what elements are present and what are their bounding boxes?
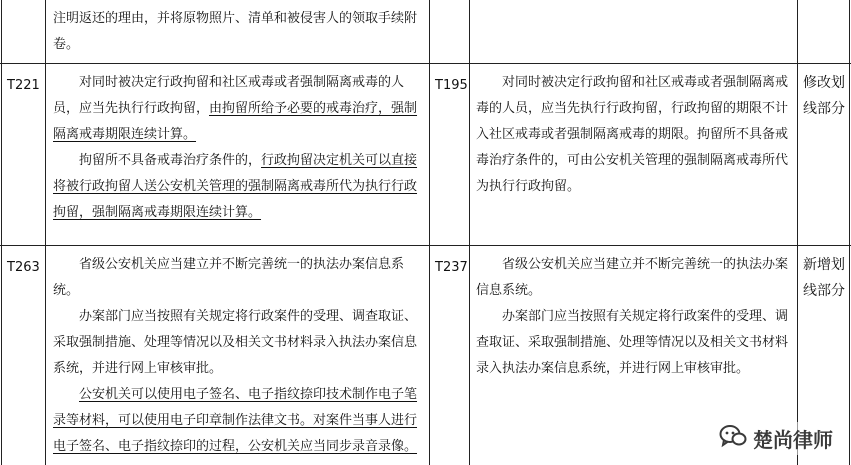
row-divider (0, 245, 851, 246)
underlined-text-segment: 由拘留所给予必要的戒毒治疗，强制隔离戒毒期限连续计算。 (53, 101, 418, 142)
table-row-1-left-text (53, 70, 423, 226)
underlined-text-segment: 公安机关可以使用电子签名、电子指纹捺印技术制作电子笔录等材料，可以使用电子印章制作法律文书。对案件当事人进行电子签名、电子指纹捺印的过程，公安机关应当同步录音录像。 (53, 387, 418, 454)
text-segment: 省级公安机关应当建立并不断完善统一的执法办案信息系统。 (53, 257, 405, 298)
row2-right-article-code: T237 (435, 260, 468, 275)
row1-left-para-0 (53, 70, 423, 148)
column-divider (797, 0, 798, 465)
watermark-label: 楚尚律师 (753, 428, 833, 452)
table-row-1-right-text (476, 70, 791, 200)
row2-left-para-2 (53, 382, 423, 460)
row1-left-para-1 (53, 148, 423, 226)
watermark (715, 422, 837, 455)
row-divider (0, 63, 851, 64)
row2-right-para-1 (476, 304, 791, 382)
text-segment: 注明返还的理由，并将原物照片、清单和被侵害人的领取手续附卷。 (53, 11, 418, 52)
table-row-2-left-text (53, 252, 423, 460)
wechat-icon (719, 424, 747, 453)
row2-change-note: 新增划线部分 (803, 257, 845, 299)
row2-left-para-0 (53, 252, 423, 304)
row1-left-article-code: T221 (7, 78, 40, 93)
table-row-0-left-text (53, 6, 423, 58)
text-segment: 办案部门应当按照有关规定将行政案件的受理、调查取证、采取强制措施、处理等情况以及相关文书材料录入执法办案信息系统，并进行网上审核审批。 (476, 309, 789, 376)
text-segment: 拘留所不具备戒毒治疗条件的， (79, 153, 262, 168)
table-border (1, 0, 2, 465)
row1-right-article-code: T195 (435, 78, 468, 93)
row2-right-para-0 (476, 252, 791, 304)
row1-change-note: 修改划线部分 (803, 75, 845, 117)
row2-left-article-code: T263 (7, 260, 40, 275)
table-row-2-right-text (476, 252, 791, 382)
underlined-text-segment: 行政拘留决定机关可以直接将被行政拘留人送公安机关管理的强制隔离戒毒所代为执行行政拘留，强制隔离戒毒期限连续计算。 (53, 153, 418, 220)
column-divider (429, 0, 430, 465)
row0-left-para-0 (53, 6, 423, 58)
column-divider (469, 0, 470, 465)
row1-right-para-0 (476, 70, 791, 200)
text-segment: 对同时被决定行政拘留和社区戒毒或者强制隔离戒毒的人员，应当先执行行政拘留，行政拘留的期限不计入社区戒毒或者强制隔离戒毒的期限。拘留所不具备戒毒治疗条件的，可由公安机关管理的强制隔离戒毒所代为执行行政拘留。 (476, 75, 789, 194)
text-segment: 对同时被决定行政拘留和社区戒毒或者强制隔离戒毒的人员，应当先执行行政拘留， (53, 75, 405, 116)
table-border (849, 0, 850, 465)
column-divider (45, 0, 46, 465)
text-segment: 省级公安机关应当建立并不断完善统一的执法办案信息系统。 (476, 257, 789, 298)
text-segment: 办案部门应当按照有关规定将行政案件的受理、调查取证、采取强制措施、处理等情况以及相关文书材料录入执法办案信息系统，并进行网上审核审批。 (53, 309, 418, 376)
row2-left-para-1 (53, 304, 423, 382)
